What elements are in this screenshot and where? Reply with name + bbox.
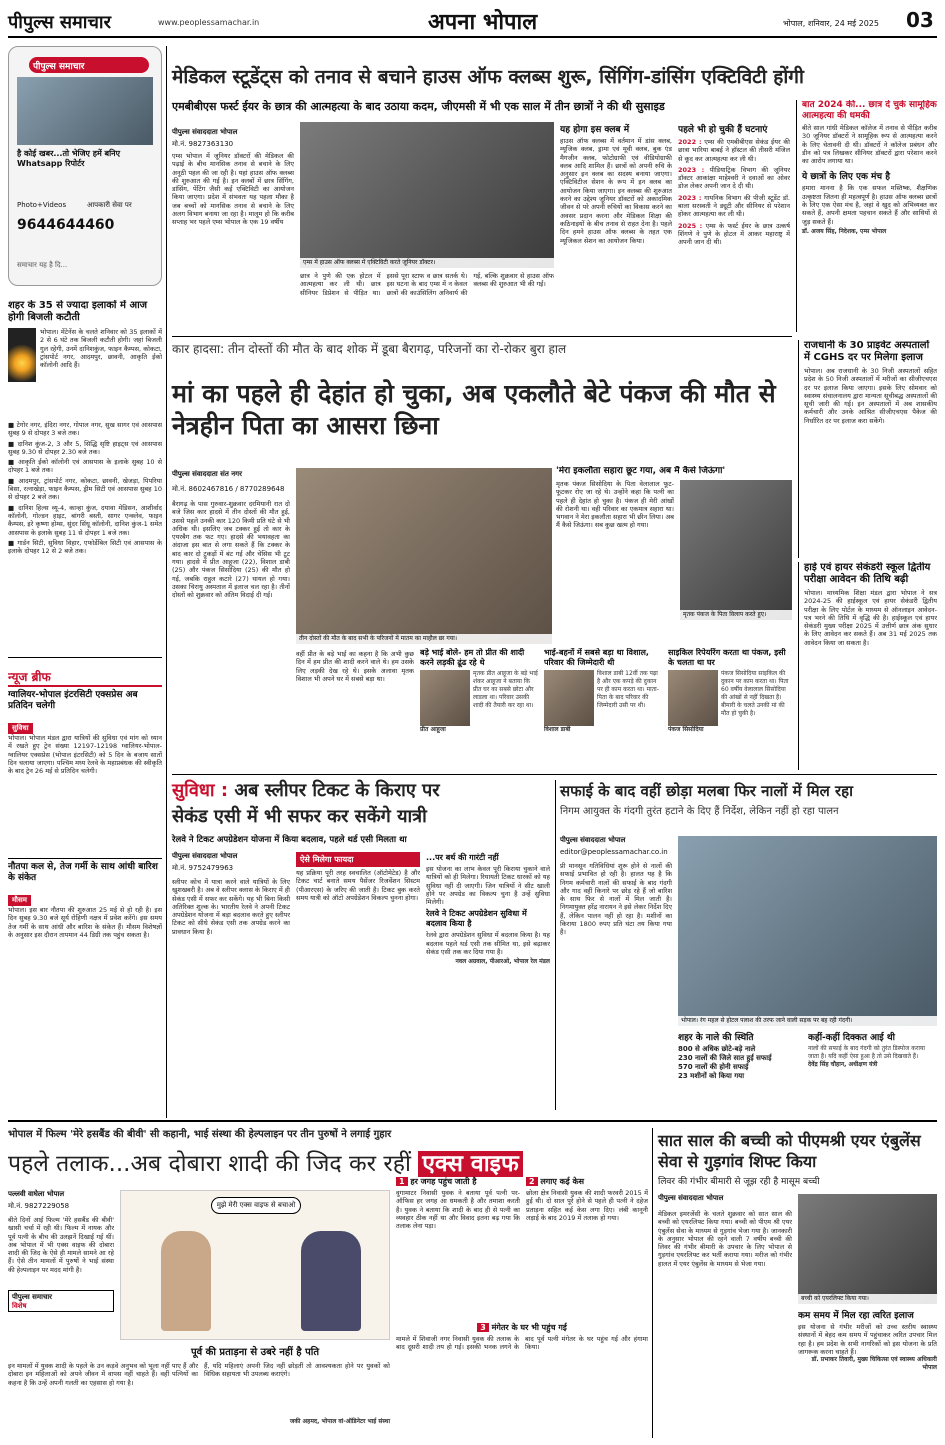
website: www.peoplessamachar.in bbox=[158, 18, 260, 27]
logo: पीपुल्स समाचार bbox=[8, 12, 111, 33]
profile-1-title: बड़े भाई बोले- हम तो प्रीत की शादी करने लड़की ढूंढ रहे थे bbox=[420, 648, 525, 667]
powercut-title: शहर के 35 से ज्यादा इलाकों में आज होगी बिजली कटौती bbox=[8, 300, 148, 323]
avatar bbox=[544, 670, 594, 726]
family-mobile: मो.नं. 9827229058 bbox=[8, 1202, 70, 1210]
lead-quote-title: ये छात्रों के लिए एक मंच है bbox=[802, 172, 891, 183]
rule-family bbox=[652, 1128, 653, 1438]
promo-photo bbox=[17, 77, 153, 145]
accident-photo bbox=[296, 468, 552, 644]
promo-phone[interactable]: 9644644460 bbox=[17, 217, 115, 233]
newsbrief-title: ग्वालियर-भोपाल इंटरसिटी एक्सप्रेस अब प्रतिदिन चलेगी bbox=[8, 690, 138, 711]
club-text: हाउस ऑफ क्लब्स में वर्तमान में डांस क्लब, म्यूजिक क्लब, ड्रामा एवं मूवी क्लब, बुक एंड मैगजीन क्लब, फोटोग्राफी एवं वीडियोग्राफी क्लब आदि शामिल हैं। छात्रों को अपनी रुचि के अनुसार इन क्लब का सदस्य बनाया जाएगा। एक्टिविटीज सेशन के रूप में इन क्लब का आयोजन किया जाएगा। इन क्लब्स की शुरुआत करने का उद्देश्य जूनियर डॉक्टरों को अकादमिक जीवन से परे अपनी रुचियों का विकास करने का अवसर प्रदान करना और मेडिकल शिक्षा की कठिनाइयों के बीच तनाव से राहत देना है। पहले दिन हमने हाउस ऑफ क्लब्स के तहत एक म्यूजिकल सेशन का आयोजन किया। bbox=[560, 137, 672, 245]
special-brand: पीपुल्स समाचार bbox=[12, 1293, 53, 1301]
promo-bottom: समाचार यह है दि... bbox=[17, 261, 68, 269]
lead-quote-by: डॉ. अजय सिंह, निदेशक, एम्स भोपाल bbox=[802, 227, 887, 235]
powercut-item: ■ गार्डन सिटी, सुविधा विहार, एफोर्डेबिल सिटी एवं आसपास के इलाके दोपहर 12 से 2 बजे तक। bbox=[8, 538, 162, 556]
railway-subhead: रेलवे ने टिकट अपग्रेडेशन योजना में किया बदलाव, पहले थर्ड एसी मिलता था bbox=[172, 835, 407, 845]
newsbrief-tag: सुविधा bbox=[8, 723, 33, 734]
profile-3-text: पंकज सिसोदिया साइकिल की दुकान पर काम करता था। पिता 60 वर्षीय वेलालाल सिसोदिया की आंखों से नहीं दिखता है। बीमारी के चलते उनकी मां की मौत हो चुकी है। bbox=[721, 670, 789, 717]
powercut-story bbox=[8, 300, 162, 658]
railway-box bbox=[296, 852, 420, 1108]
ambulance-byline: पीपुल्स संवाददाता भोपाल bbox=[658, 1194, 724, 1202]
ambulance-text: मेडिकल इमरजेंसी के चलते शुक्रवार को सात साल की बच्ची को एयरलिफ्ट किया गया। बच्ची को पीएम श्री एयर एंबुलेंस सेवा के माध्यम से गुड़गांव भेजा गया है। जानकारी के अनुसार भोपाल की रहने वाली 7 वर्षीय बच्ची की लिवर की गंभीर बीमारी के उपचार के लिए भोपाल से गुड़गांव एयरलिफ्ट कर भर्ती कराया गया। मरीज को गंभीर हालत में एयर एंबुलेंस के माध्यम से भेजा गया। bbox=[658, 1210, 792, 1268]
lead-mobile: मो.नं. 9827363130 bbox=[172, 140, 234, 148]
case-2-title: 2 लगाए कई केस bbox=[526, 1176, 648, 1187]
family-special bbox=[8, 1290, 114, 1312]
accident-quote-title: 'मेरा इकलौता सहारा छूट गया, अब मैं कैसे जिऊंगा' bbox=[556, 466, 726, 476]
railway-box-text: यह प्रक्रिया पूरी तरह स्वचालित (ऑटोमेटेड) है और टिकट चार्ट बनाते समय पैसेंजर रिजर्वेशन सिस्टम (पीआरएस) के जरिए की जाती है। टिकट बुक करते समय यात्री को ऑटो अपग्रेडेशन विकल्प चुनना होगा। bbox=[296, 869, 420, 902]
lead-side-text: बीते साल गांधी मेडिकल कॉलेज में तनाव से पीड़ित करीब 30 जूनियर डॉक्टरों ने सामूहिक रूप से आत्महत्या करने के लिए चेतावनी दी थी। डॉक्टरों ने कॉलेज प्रबंधन और डीन को पत्र लिखकर सीनियर डॉक्टरों द्वारा परेशान करने का आरोप लगाया था। bbox=[802, 124, 937, 166]
newsbrief-label: न्यूज ब्रीफ bbox=[8, 668, 162, 687]
ambulance-side-by: डॉ. प्रभाकर तिवारी, मुख्य चिकित्सा एवं स्वास्थ्य अधिकारी भोपाल bbox=[811, 1356, 937, 1372]
exam-text: भोपाल। माध्यमिक शिक्षा मंडल द्वारा भोपाल ने सत्र 2024-25 की हाईस्कूल एवं हायर सेकंडरी द्वितीय परीक्षा के लिए पोर्टल के माध्यम से ऑनलाइन आवेदन-पत्र भरने की तिथि में वृद्धि की है। हाईस्कूल एवं हायर सेकंडरी मुख्य परीक्षा 2025 में उत्तीर्ण छात्र अंक सुधार के लिए आवेदन कर सकते हैं। अब 31 मई 2025 तक आवेदन किया जा सकता है। bbox=[804, 589, 937, 647]
drain-stat: 570 नालों की होनी सफाई bbox=[678, 1063, 749, 1071]
family-bottom-text-2: हैं, यदि महिलाएं अपनी जिद नहीं छोड़तीं तो आवश्यकता होने पर युवकों को विधिक सहायता भी उपलब्ध कराएंगे। bbox=[204, 1362, 390, 1379]
case-1-title: 1 हर जगह पहुंच जाती है bbox=[396, 1176, 520, 1187]
drain-photo-caption: भोपाल। रंग महल से होटल पलाश की तरफ जाने वाली सड़क पर बह रही गंदगी। bbox=[678, 1016, 937, 1026]
lead-headline: मेडिकल स्टूडेंट्स को तनाव से बचाने हाउस ऑफ क्लब्स शुरू, सिंगिंग-डांसिंग एक्टिविटी होंगी bbox=[172, 66, 804, 88]
drain-side-title: कहीं-कहीं दिक्कत आई थी bbox=[808, 1033, 895, 1043]
newsbrief-text-2: भोपाल। इस बार नौतपा की शुरुआत 25 मई से हो रही है। इस दिन सुबह 9.30 बजे सूर्य रोहिणी नक्षत्र में प्रवेश करेंगे। इस समय तेज गर्मी के साथ आंधी और बारिश के संकेत हैं। मौसम विशेषज्ञों के अनुसार इस दौरान तापमान 44 डिग्री तक पहुंच सकता है। bbox=[8, 906, 162, 939]
drain-text: प्री मानसून गतिविधियां शुरू होने से नालों की सफाई प्रभावित हो रही है। हालत यह है कि निगम कर्मचारी नालों की सफाई के बाद गंदगी और गाद वहीं किनारे पर छोड़ रहे हैं जो बारिश के साथ फिर से नालों में मिल जाती है। निगमायुक्त हरेंद्र नारायन ने इसे लेकर निर्देश दिए हैं, लेकिन पालन नहीं हो रहा है। मशीनों का किराया 1800 रुपए प्रति घंटा तय किया गया है। bbox=[560, 862, 672, 937]
railway-col-3 bbox=[426, 852, 550, 1108]
promo-brand: पीपुल्स समाचार bbox=[29, 57, 149, 73]
accident-byline: पीपुल्स संवाददाता संत नगर bbox=[172, 470, 242, 478]
lead-quote-text: हमारा मानना है कि एक सफल मस्तिष्क, शैक्षणिक उत्कृष्टता जितना ही महत्वपूर्ण है। हाउस ऑफ क्लब्स छात्रों के लिए एक ऐसा मंच है, जहां वे खुद को अभिव्यक्त कर सकते हैं, अपनी क्षमता पहचान सकते हैं और साथियों से जुड़ सकते हैं। bbox=[802, 184, 937, 226]
accident-quote-box bbox=[556, 466, 792, 644]
profile-3-title: साइकिल रिपेयरिंग करता था पंकज, इसी के चलता था घर bbox=[668, 648, 786, 667]
accident-mobile: मो.नं. 8602467816 / 8770289648 bbox=[172, 485, 285, 493]
family-cartoon bbox=[120, 1190, 390, 1340]
incident-item: 2025 : एम्स के फर्स्ट ईयर के छात्र उत्कर्ष शिंगणे ने पुणे के होटल में आकर महाराष्ट्र में अपनी जान दी थी। bbox=[678, 221, 790, 247]
rule-mid bbox=[172, 774, 937, 775]
drain-side-by: देवेंद्र सिंह चौहान, अधीक्षण यंत्री bbox=[808, 1061, 878, 1068]
profile-box-2 bbox=[544, 648, 662, 770]
rule-bottom bbox=[8, 1120, 937, 1122]
club-title: यह होगा इस क्लब में bbox=[560, 125, 630, 135]
lead-side-box bbox=[796, 100, 937, 332]
drain-email[interactable]: editor@peoplessamachar.co.in bbox=[560, 848, 668, 856]
powercut-item: ■ आदमपुर, ट्रांसपोर्ट नगर, कोकटा, छावनी, खेजड़ा, पिपरिया बिसा, रत्नाखेड़ा, फाइन कैम्पस, ड्रीम सिटी एवं आसपास सुबह 10 से दोपहर 2 बजे तक। bbox=[8, 476, 162, 502]
profile-1-text: मृतक प्रीत आहूजा के बड़े भाई शंकर आहूजा ने बताया कि प्रीत घर का सबसे छोटा और लाडला था। परिवार उसकी शादी की तैयारी कर रहा था। bbox=[473, 670, 538, 709]
cghs-title: राजधानी के 30 प्राइवेट अस्पतालों में CGHS दर पर मिलेगा इलाज bbox=[804, 340, 930, 363]
whatsapp-promo bbox=[8, 46, 162, 286]
railway-col-1: स्लीपर कोच में यात्रा करने वाले यात्रियों के लिए खुशखबरी है। अब वे स्लीपर क्लास के किराए में ही सेकंड एसी में सफर कर सकेंगे। यह भी बिना किसी अतिरिक्त शुल्क के। भारतीय रेलवे ने अपनी टिकट अपग्रेडेशन योजना में बड़ा बदलाव करते हुए स्लीपर टिकट को सीधे सेकंड एसी तक अपग्रेड करने का प्रावधान किया है। bbox=[172, 878, 290, 936]
page-number: 03 bbox=[906, 8, 934, 32]
lead-photo-caption: एम्स में हाउस ऑफ क्लब्स में एक्टिविटी करते जूनियर डॉक्टर। bbox=[300, 258, 554, 268]
case-3-text: मामले में शिवाजी नगर निवासी युवक की तलाक के बाद दूसरी शादी तय हो गई। इसकी भनक लगने के बाद पूर्व पत्नी मंगेतर के घर पहुंच गई और हंगामा किया। bbox=[396, 1335, 648, 1352]
family-text: बीते दिनों आई फिल्म 'मेरे हसबैंड की बीवी' खासी चर्चा में रही थी। फिल्म में नायक और पूर्व पत्नी के बीच की उलझनें दिखाई गई थीं। अब भोपाल में भी एक्स वाइफ की दोबारा शादी की जिद के ऐसे ही मामले सामने आ रहे हैं। ऐसे तीन मामलों में पुरुषों ने भाई संस्था की हेल्पलाइन पर मदद मांगी है। bbox=[8, 1216, 114, 1274]
railway-col-3-title-2: रेलवे ने टिकट अपग्रेडेशन सुविधा में बदलाव किया है bbox=[426, 909, 527, 929]
drain-side bbox=[808, 1030, 937, 1110]
railway-kicker: सुविधा : bbox=[172, 780, 229, 801]
family-byline: पल्लवी वाघेला भोपाल bbox=[8, 1190, 65, 1198]
powercut-item: ■ आकृति ईको कॉलोनी एवं आसपास के इलाके सुबह 10 से दोपहर 1 बजे तक। bbox=[8, 458, 162, 475]
accident-kicker: कार हादसा: तीन दोस्तों की मौत के बाद शोक में डूबा बैरागढ़, परिजनों का रो-रोकर बुरा हाल bbox=[172, 342, 567, 356]
accident-mid-text: वहीं प्रीत के बड़े भाई का कहना है कि अभी कुछ दिन में हम प्रीत की शादी करने वाले थे। हम उसके लिए लड़की देख रहे थे। इसके अलावा मृतक विशाल भी अपने घर में सबसे बड़ा था। bbox=[296, 650, 414, 683]
cartoon-caption: पूर्व की प्रताड़ना से उबरे नहीं है पति bbox=[190, 1347, 320, 1358]
lead-col-1: एम्स भोपाल में जूनियर डॉक्टरों की मेडिकल की पढ़ाई के बीच मानसिक तनाव से बचाने के लिए अनूठी पहल की जा रही है। यहां हाउस ऑफ क्लब्स की शुरुआत की गई है। इन क्लबों में छात्र सिंगिंग, डांसिंग, पेंटिंग जैसी कई एक्टिविटी का आयोजन किया जाएगा। प्रदेश में संभवतः यह पहला मौका है जब बच्चों को मानसिक तनाव से बचाने के लिए अलग विभाग बनाया जा रहा है। मालूम हो कि करीब सप्ताह भर पहले एम्स भोपाल के एक 19 वर्षीय bbox=[172, 152, 294, 227]
drain-stat: 23 मशीनों को किया गया bbox=[678, 1072, 745, 1080]
father-photo-caption: मृतक पंकज के पिता विलाप करते हुए। bbox=[680, 610, 792, 620]
railway-headline-1: सुविधा : अब स्लीपर टिकट के किराए पर bbox=[172, 780, 440, 801]
family-headline: पहले तलाक...अब दोबारा शादी की जिद कर रहीं एक्स वाइफ bbox=[8, 1150, 648, 1178]
case-2 bbox=[526, 1176, 648, 1316]
powercut-intro: भोपाल। मेंटेनेंस के चलते शनिवार को 35 इलाकों में 2 से 6 घंटे तक बिजली कटौती होगी। जहां बिजली गुल रहेगी, उनमें दानिशकुंज, फाइन कैम्पस, कोकटा, ट्रांसपोर्ट नगर, आदमपुर, छावनी, आकृति ईको कॉलोनी आदि हैं। bbox=[40, 328, 162, 370]
lead-subhead: एमबीबीएस फर्स्ट ईयर के छात्र की आत्महत्या के बाद उठाया कदम, जीएमसी में भी एक साल में तीन छात्रों ने की थी सुसाइड bbox=[172, 100, 665, 113]
club-box bbox=[560, 122, 672, 332]
newsbrief-tag-2: मौसम bbox=[8, 895, 31, 906]
newsbrief bbox=[8, 668, 162, 1118]
railway-mobile: मो.नं. 9752479963 bbox=[172, 864, 234, 872]
rule-railway bbox=[555, 780, 556, 1110]
avatar bbox=[420, 670, 470, 726]
exam-title: हाई एवं हायर सेकंडरी स्कूल द्वितीय परीक्षा आवेदन की तिथि बढ़ी bbox=[804, 562, 931, 585]
lead-col-2: छात्र ने पुणे की एक होटल में आत्महत्या कर ली थी। छात्र सीनियर डिप्रेशन से पीड़ित था। इससे पूरा स्टाफ व छात्र सतर्क थे। इस घटना के बाद एम्स में न केवल छात्रों की काउंसिलिंग अनिवार्य की गई, बल्कि शुक्रवार से हाउस ऑफ क्लब्स की शुरुआत भी की गई। bbox=[300, 272, 554, 297]
ambulance-photo bbox=[798, 1194, 937, 1304]
drain-headline: सफाई के बाद वहीं छोड़ा मलबा फिर नालों में मिल रहा bbox=[560, 782, 854, 800]
cartoon-figure-left bbox=[161, 1231, 211, 1331]
lead-byline: पीपुल्स संवाददाता भोपाल bbox=[172, 128, 238, 136]
incidents-title: पहले भी हो चुकी हैं घटनाएं bbox=[678, 125, 768, 135]
powercut-list bbox=[8, 421, 162, 555]
incident-item: 2022 : एम्स की एमबीबीएस सेकंड ईयर की छात्रा भारिया बाबई ने हॉस्टल की तीसरी मंजिल से कूद कर आत्महत्या कर ली थी। bbox=[678, 138, 790, 163]
powercut-item: ■ टेगोर नगर, इंदिरा नगर, गोपाल नगर, सुख सागर एवं आसपास सुबह 9 से दोपहर 3 बजे तक। bbox=[8, 421, 162, 438]
ambulance-side-title: कम समय में मिल रहा त्वरित इलाज bbox=[798, 1311, 914, 1321]
ambulance-subhead: लिवर की गंभीर बीमारी से जूझ रही है मासूम बच्ची bbox=[658, 1177, 820, 1187]
case-1 bbox=[396, 1176, 520, 1316]
drain-stat: 800 से अधिक छोटे-बड़े नाले bbox=[678, 1045, 756, 1053]
cghs-text: भोपाल। अब राजधानी के 30 निजी अस्पतालों सहित प्रदेश के 50 निजी अस्पतालों में मरीजों का सीजीएचएस दर पर इलाज किया जाएगा। इसके लिए सोमवार को स्वास्थ्य संचालनालय द्वारा मान्यता सूचीबद्ध अस्पतालों की सूची जारी की गई। इन अस्पतालों में अब शासकीय कर्मचारी और उनके आश्रित सीजीएचएस पैकेज की निर्धारित दर पर इलाज करा सकेंगे। bbox=[804, 367, 937, 425]
powercut-item: ■ दानिश हिल्स व्यू-4, कान्हा कुंज, दयावा मेडिसन, आशीर्वाद कॉलोनी, गोल्डन हाइट, बांगरी बस्ती, सागर एन्क्लेव, फाइन कैम्पस, इरे कृष्णा होम्स, सुंदर सिंधू कॉलोनी, दानिश कुंज-1 समेत आसपास के इलाके सुबह 11 से दोपहर 1 बजे तक। bbox=[8, 503, 162, 537]
ambulance-headline: सात साल की बच्ची को पीएमश्री एयर एंबुलेंस सेवा से गुड़गांव शिफ्ट किया bbox=[658, 1131, 921, 1171]
profile-2-name: विशाल डाबी bbox=[544, 726, 571, 733]
promo-prompt: है कोई खबर...तो भेजिए हमें बनिए Whatsapp रिपोर्टर bbox=[17, 149, 121, 168]
drain-stats-title: शहर के नाले की स्थिति bbox=[678, 1033, 754, 1043]
promo-label-1: Photo+Videos bbox=[17, 201, 67, 209]
case-3 bbox=[396, 1322, 648, 1438]
profile-box-1 bbox=[420, 648, 538, 770]
special-label: विशेष bbox=[12, 1302, 27, 1310]
father-photo bbox=[680, 480, 792, 620]
incident-item: 2023 : गायनिक विभाग की पीजी स्टूडेंट डॉ. बाला सरस्वती ने ड्यूटी और सीनियर से परेशान होकर आत्महत्या कर ली थी। bbox=[678, 193, 790, 219]
powercut-item: ■ दानिश कुंज-2, 3 और 5, सिद्धि सृष्टि हाइट्स एवं आसपास सुबह 9.30 से दोपहर 2.30 बजे तक। bbox=[8, 439, 162, 456]
promo-label-2: आपकारी सेवा पर bbox=[87, 201, 132, 209]
ambulance-side-text: इस योजना से गंभीर मरीजों को उच्च स्तरीय स्वास्थ्य संस्थानों में बेहद कम समय में पहुंचाकर त्वरित उपचार मिल रहा है। हम प्रदेश के सभी नागरिकों को इस योजना के प्रति जागरूक करना चाहते हैं। bbox=[798, 1323, 937, 1356]
accident-text: बैरागढ़ के पास गुरुवार-शुक्रवार दरमियानी रात दो बजे जिस कार हादसे में तीन दोस्तों की मौत हुई, उससे पहले उनकी कार 120 किमी प्रति घंटे से भी अधिक थी। इसलिए जब टक्कर हुई तो कार के एयरबैग तक फट गए। हादसे की भयावहता का अंदाजा इस बात से लगा सकते हैं कि टक्कर के बाद कार दो टुकड़ों में बंट गई और चेसिस भी टूट गया। हादसे में प्रीत आहूजा (22), विशाल डाबी (25) और पंकज सिसोदिया (25) की मौत हो गई, जबकि राहुल कटारे (27) घायल हो गया। उसका चिरायु अस्पताल में इलाज चल रहा है। तीनों दोस्तों को शुक्रवार को अंतिम विदाई दी गई। bbox=[172, 500, 290, 600]
railway-box-title: ऐसे मिलेगा फायदा bbox=[296, 852, 420, 867]
profile-box-3 bbox=[668, 648, 792, 770]
profile-2-title: भाई-बहनों में सबसे बड़ा था विशाल, परिवार की जिम्मेदारी थी bbox=[544, 648, 649, 667]
bulb-icon bbox=[8, 328, 36, 382]
railway-col-3-text: इस योजना का लाभ केवल पूरी किराया चुकाने वाले यात्रियों को ही मिलेगा। रियायती टिकट धारकों को यह सुविधा नहीं दी जाएगी। जिन यात्रियों ने सीट खाली होने पर अपग्रेड का विकल्प चुना है उन्हें सुविधा मिलेगी। bbox=[426, 865, 550, 907]
family-bottom-by: जकी अहमद, भोपाल वां-ऑडिनेटर भाई संस्था bbox=[289, 1418, 390, 1425]
drain-stat: 230 नालों की जिले सात हुई सफाई bbox=[678, 1054, 772, 1062]
drain-subhead: निगम आयुक्त के गंदगी तुरंत हटाने के दिए हैं निर्देश, लेकिन नहीं हो रहा पालन bbox=[560, 806, 839, 817]
newsbrief-text: भोपाल। भोपाल मंडल द्वारा यात्रियों की सुविधा एवं मांग को ध्यान में रखते हुए ट्रेन संख्या 12197-12198 ग्वालियर-भोपाल-ग्वालियर एक्सप्रेस (भोपाल इंटरसिटी) को 5 दिन के बजाय सातों दिन चलाया जाएगा। पश्चिम मध्य रेलवे के महाप्रबंधक की स्वीकृति के बाद ट्रेन 26 मई से प्रतिदिन चलेगी। bbox=[8, 734, 162, 776]
profile-2-text: विशाल डाबी 12वीं तक पढ़ा है और एक कपड़े की दुकान पर ही काम करता था। माता-पिता के बाद परिवार की जिम्मेदारी उसी पर थी। bbox=[597, 670, 659, 709]
lead-side-title: बात 2024 की... छात्र दे चुके सामूहिक आत्महत्या की धमकी bbox=[802, 100, 937, 121]
dateline: भोपाल, शनिवार, 24 मई 2025 bbox=[783, 19, 879, 28]
rule-lead bbox=[172, 336, 792, 337]
family-kicker: भोपाल में फिल्म 'मेरे हसबैंड की बीवी' सी कहानी, भाई संस्था की हेल्पलाइन पर तीन पुरुषों ने लगाई गुहार bbox=[8, 1129, 392, 1140]
cartoon-figure-right bbox=[301, 1231, 361, 1331]
case-1-text: वुगामाटर निवासी युवक ने बताया पूर्व पत्नी पर-ऑफिस हर जगह आ धमकती है और तमाशा करती है। युवक ने बताया कि शादी के बाद ही से पत्नी का व्यवहार ठीक नहीं था और विवाद इतना बढ़ गया कि तलाक लेना पड़ा। bbox=[396, 1189, 520, 1231]
accident-headline: मां का पहले ही देहांत हो चुका, अब एकलौते बेटे पंकज की मौत से नेत्रहीन पिता का आसरा छिना bbox=[172, 379, 776, 440]
cartoon-bubble: मुझे मेरी एक्स वाइफ से बचाओ bbox=[211, 1197, 301, 1214]
case-3-title: 3 मंगेतर के घर भी पहुंच गई bbox=[396, 1322, 648, 1333]
profile-1-name: प्रीत आहूजा bbox=[420, 726, 446, 733]
ambulance-photo-caption: बच्ची को एयरलिफ्ट किया गया। bbox=[798, 1294, 937, 1304]
drain-photo bbox=[678, 836, 937, 1026]
left-column-rule bbox=[166, 46, 167, 1118]
exam-story bbox=[798, 562, 937, 770]
railway-quote-by: नवल अग्रवाल, पीआरओ, भोपाल रेल मंडल bbox=[455, 958, 550, 966]
ambulance-side bbox=[798, 1308, 937, 1438]
family-bottom-text: इन मामलों में युवक शादी के पहले के उन कड़वे अनुभव को भूला नहीं पाए हैं और दोबारा इन महिलाओं को अपने जीवन में वापस नहीं चाहते हैं। वहीं पत्नियों का कहना है कि उन्हें अपनी गलती का एहसास हो गया है। bbox=[8, 1362, 198, 1387]
family-headline-highlight: एक्स वाइफ bbox=[418, 1151, 522, 1177]
profile-3-name: पंकज सिसोदिया bbox=[668, 726, 704, 733]
cghs-story bbox=[798, 340, 937, 558]
case-2-text: छोला क्षेत्र निवासी युवक की शादी फरवरी 2015 में हुई थी। दो साल पूरे होने से पहले ही पत्नी ने दहेज प्रताड़ना सहित कई केस लगा दिए। लंबी कानूनी लड़ाई के बाद 2019 में तलाक हो गया। bbox=[526, 1189, 648, 1222]
railway-col-3-title: ...पर बर्थ की गारंटी नहीं bbox=[426, 853, 499, 862]
masthead bbox=[8, 4, 937, 38]
drain-side-text: नालों की सफाई के बाद गंदगी को तुरंत डिस्पोज कराया जाता है। यदि कहीं ऐसा हुआ है तो उसे दिखवाते हैं। bbox=[808, 1045, 925, 1060]
railway-byline: पीपुल्स संवाददाता भोपाल bbox=[172, 852, 238, 860]
newsbrief-title-2: नौतपा कल से, तेज गर्मी के साथ आंधी बारिश के संकेत bbox=[8, 858, 162, 884]
section-title: अपना भोपाल bbox=[428, 10, 538, 35]
drain-stats bbox=[678, 1030, 802, 1110]
railway-headline-2: सेकंड एसी में भी सफर कर सकेंगे यात्री bbox=[172, 806, 427, 827]
incidents-box bbox=[678, 122, 790, 332]
accident-photo-caption: तीन दोस्तों की मौत के बाद सभी के परिजनों में मातम का माहौल छा गया। bbox=[296, 634, 552, 644]
lead-photo bbox=[300, 122, 554, 268]
incident-item: 2023 : पीडियाट्रिक विभाग की जूनियर डॉक्टर आकांक्षा माहेश्वरी ने दवाओं का ओवर डोज लेकर अपनी जान दे दी थी। bbox=[678, 165, 790, 191]
drain-byline: पीपुल्स संवाददाता भोपाल bbox=[560, 836, 626, 844]
railway-col-3-text-2: रेलवे द्वारा अपग्रेडेशन सुविधा में बदलाव किया है। यह बदलाव पहले थर्ड एसी तक सीमित था, इसे बढ़ाकर सेकंड एसी तक कर दिया गया है। bbox=[426, 931, 550, 957]
accident-quote-text: मृतक पंकज सिसोदिया के पिता वेलालाल फूट-फूटकर रोए जा रहे थे। उन्होंने कहा कि पत्नी का पहले ही देहांत हो चुका है। पंकज ही मेरी आंखों की रोशनी था। वही परिवार का एकमात्र सहारा था। भगवान ने मेरा इकलौता सहारा भी छीन लिया। अब मैं कैसे जिऊंगा। सब कुछ खत्म हो गया। bbox=[556, 480, 674, 530]
avatar bbox=[668, 670, 718, 726]
